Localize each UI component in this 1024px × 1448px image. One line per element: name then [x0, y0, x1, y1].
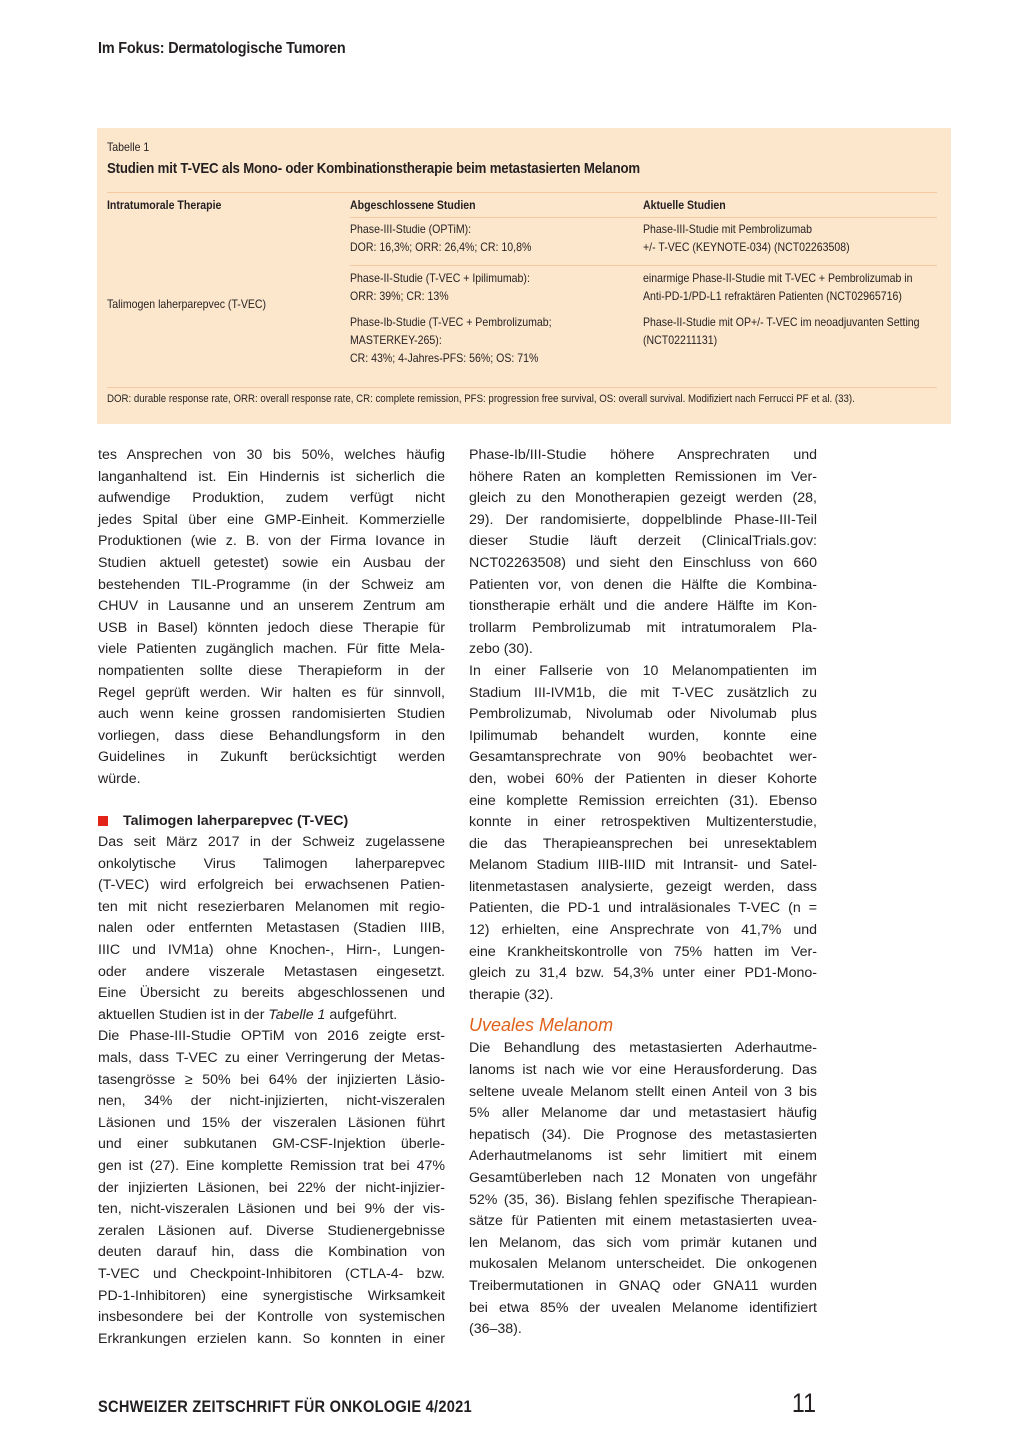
text-line: deuten darauf hin, dass die Kombination von: [98, 1244, 445, 1261]
text-line: In einer Fallserie von 10 Melanompatienten im: [469, 662, 817, 679]
text-line: nalen oder entfernten Metastasen (Stadien IIIB,: [98, 920, 445, 937]
text-line: Produktionen (wie z. B. von der Firma Iovance in: [98, 533, 445, 550]
text-line: therapie (32).: [469, 986, 554, 1003]
table-header-therapy: Intratumorale Therapie: [107, 198, 222, 212]
text-line: den, wobei 60% der Patienten in dieser Kohorte: [469, 770, 817, 787]
text-line: konnte in einer retrospektiven Multizenterstudie,: [469, 814, 817, 831]
text-line: insbesondere bei der Kontrolle von systemischen: [98, 1309, 445, 1326]
text-line: viele Patienten zugänglich machen. Für fitte Mela-: [98, 641, 445, 658]
text-line: ten, nicht-viszeralen Läsionen und bei 9% der vis-: [98, 1201, 445, 1218]
text-line: nen, 34% der nicht-injizierten, nicht-viszeralen: [98, 1093, 445, 1110]
text-line: der injizierten Läsionen, bei 22% der nicht-injizier-: [98, 1179, 445, 1196]
text-line: 52% (35, 36). Bislang fehlen spezifische Therapiean-: [469, 1191, 817, 1208]
table-rule-row: [350, 265, 937, 266]
table-cell-current-2: einarmige Phase-II-Studie mit T-VEC + Pembrolizumab in Anti-PD-1/PD-L1 refraktären Patienten (NCT02965716): [643, 271, 913, 303]
text-line: Die Phase-III-Studie OPTiM von 2016 zeigte erst-: [98, 1028, 445, 1045]
text-line: 12) erhielten, eine Ansprechrate von 41,7% und: [469, 922, 817, 939]
table-cell-therapy: Talimogen laherparepvec (T-VEC): [107, 297, 267, 311]
text-line: Treibermutationen in GNAQ oder GNA11 wurden: [469, 1277, 817, 1294]
text-line: Die Behandlung des metastasierten Aderhautme-: [469, 1040, 817, 1057]
text-line: zeralen Läsionen auf. Diverse Studienergebnisse: [98, 1222, 445, 1239]
text-line: Guidelines in Zukunft berücksichtigt werden: [98, 749, 445, 766]
text-line: höhere Raten an kompletten Remissionen im Ver-: [469, 468, 817, 485]
table-footnote: DOR: durable response rate, ORR: overall response rate, CR: complete remission, PFS: progression free survival, OS: overall survival. Modifiziert nach Ferrucci PF et al. (33).: [107, 393, 855, 405]
text-line: Erkrankungen erzielen kann. So konnten in einer: [98, 1330, 445, 1347]
text-line: und einer subkutanen GM-CSF-Injektion überle-: [98, 1136, 445, 1153]
text-line: T-VEC und Checkpoint-Inhibitoren (CTLA-4- bzw.: [98, 1265, 445, 1282]
table-rule-bottom: [107, 387, 937, 388]
text-line: Stadium III-IVM1b, die mit T-VEC zusätzlich zu: [469, 684, 817, 701]
text-line: gleich zu den Monotherapien gezeigt werden (28,: [469, 490, 817, 507]
text-line: oder andere viszerale Metastasen eingesetzt.: [98, 963, 445, 980]
table-title: Studien mit T-VEC als Mono- oder Kombinationstherapie beim metastasierten Melanom: [107, 160, 640, 177]
text-line: Patienten, die PD-1 und intraläsionales T-VEC (n =: [469, 900, 817, 917]
text-line: mals, dass T-VEC zu einer Verringerung der Metas-: [98, 1050, 445, 1067]
table-cell-current-3: Phase-II-Studie mit OP+/- T-VEC im neoadjuvanten Setting (NCT02211131): [643, 315, 920, 347]
text-line: dieser Studie läuft derzeit (ClinicalTrials.gov:: [469, 533, 817, 550]
text-line: Patienten vor, von denen die Hälfte die Kombina-: [469, 576, 817, 593]
text-line: Aderhautmelanoms ist sehr limitiert mit einem: [469, 1148, 817, 1165]
text-line: gen ist (27). Eine komplette Remission trat bei 47%: [98, 1158, 445, 1174]
text-line: sätze für Patienten mit einem metastasierten uvea-: [469, 1213, 817, 1230]
paragraph: [98, 445, 445, 791]
text-line: gleich zu 31,4 bzw. 54,3% unter einer PD1-Mono-: [469, 965, 817, 982]
text-line: tasengrösse ≥ 50% bei 64% der injizierten Läsio-: [98, 1071, 445, 1088]
text-line: (36–38).: [469, 1321, 522, 1338]
text-line: IIIC und IVM1a) ohne Knochen-, Hirn-, Lungen-: [98, 942, 445, 959]
text-line: bestehenden TIL-Programme (in der Schweiz am: [98, 576, 445, 593]
text-line: zebo (30).: [469, 641, 533, 658]
text-line: Phase-Ib/III-Studie höhere Ansprechraten und: [469, 447, 817, 463]
table-header-current: Aktuelle Studien: [643, 198, 726, 212]
table-header-completed: Abgeschlossene Studien: [350, 198, 476, 212]
text-line: lanoms ist nach wie vor eine Herausforderung. Das: [469, 1062, 817, 1079]
paragraph: [469, 661, 817, 1007]
text-line: nompatienten sollte diese Therapieform in der: [98, 662, 445, 679]
text-line: Melanom Stadium IIIB-IIID mit Intransit- und Satel-: [469, 857, 817, 874]
text-line: (T-VEC) wird erfolgreich bei erwachsenen Patien-: [98, 877, 445, 894]
text-line: die das Therapieansprechen bei unresektablem: [469, 835, 817, 852]
text-line: Regel geprüft werden. Wir halten es für sinnvoll,: [98, 684, 445, 701]
text-line: vorliegen, dass diese Behandlungsform in den: [98, 727, 445, 744]
text-line: USB in Basel) könnten jedoch diese Therapie für: [98, 619, 445, 636]
text-line: Das seit März 2017 in der Schweiz zugelassene: [98, 834, 445, 851]
text-line: Läsionen und 15% der viszeralen Läsionen führt: [98, 1114, 445, 1131]
text-line: aufwendige Produktion, zudem verfügt nicht: [98, 490, 445, 507]
text-line: eine komplette Remission erreichten (31). Ebenso: [469, 792, 817, 809]
text-line: PD-1-Inhibitoren) eine synergistische Wirksamkeit: [98, 1287, 445, 1304]
text-line: bei etwa 85% der uvealen Melanome identifiziert: [469, 1299, 817, 1316]
red-square-bullet-icon: [98, 816, 108, 826]
footer-journal: SCHWEIZER ZEITSCHRIFT FÜR ONKOLOGIE 4/2021: [98, 1397, 472, 1416]
running-header: Im Fokus: Dermatologische Tumoren: [98, 40, 346, 57]
paragraph: [98, 1026, 445, 1350]
table-cell-completed-1: Phase-III-Studie (OPTiM): DOR: 16,3%; ORR: 26,4%; CR: 10,8%: [350, 222, 532, 254]
text-line: auch wenn keine grossen randomisierten Studien: [98, 706, 445, 723]
paragraph: [98, 832, 445, 1005]
text-line: 5% aller Melanome dar und metastasiert häufig: [469, 1105, 817, 1122]
text-line: jedes Spital über eine GMP-Einheit. Kommerzielle: [98, 511, 445, 528]
text-line: tionstherapie erhält und die andere Hälfte im Kon-: [469, 598, 817, 615]
text-line: onkolytische Virus Talimogen laherparepvec: [98, 855, 445, 872]
text-line: aktuellen Studien ist in der Tabelle 1 aufgeführt.: [98, 1006, 398, 1023]
text-line: würde.: [98, 770, 141, 787]
section-heading-uveal: Uveales Melanom: [469, 1015, 614, 1036]
text-line: tes Ansprechen von 30 bis 50%, welches häufig: [98, 447, 445, 463]
paragraph: [469, 1038, 817, 1340]
text-line: hepatisch (34). Die Prognose des metastasierten: [469, 1126, 817, 1143]
text-line: eine Krankheitskontrolle von 75% hatten im Ver-: [469, 943, 817, 960]
section-heading-tvec: Talimogen laherparepvec (T-VEC): [98, 811, 445, 833]
text-line: CHUV in Lausanne und an unserem Zentrum am: [98, 598, 445, 615]
text-line: len Melanom, das sich vom primär kutanen und: [469, 1234, 817, 1251]
paragraph: [469, 445, 817, 661]
text-line: Ipilimumab behandelt wurden, konnte eine: [469, 727, 817, 744]
table-caption: Tabelle 1: [107, 140, 150, 154]
table-cell-completed-3: Phase-Ib-Studie (T-VEC + Pembrolizumab; MASTERKEY-265): CR: 43%; 4-Jahres-PFS: 56%; OS: 71%: [350, 315, 552, 365]
text-line: NCT02263508) und sieht den Einschluss von 660: [469, 554, 817, 571]
text-line: langanhaltend ist. Ein Hindernis ist sicherlich die: [98, 468, 445, 485]
table-cell-completed-2: Phase-II-Studie (T-VEC + Ipilimumab): ORR: 39%; CR: 13%: [350, 271, 530, 303]
text-line: Eine Übersicht zu bereits abgeschlossenen und: [98, 985, 445, 1002]
text-line: 29). Der randomisierte, doppelblinde Phase-III-Teil: [469, 511, 817, 528]
table-cell-current-1: Phase-III-Studie mit Pembrolizumab +/- T-VEC (KEYNOTE-034) (NCT02263508): [643, 222, 850, 254]
table-rule-top: [107, 192, 937, 193]
text-line: Pembrolizumab, Nivolumab oder Nivolumab plus: [469, 706, 817, 723]
table-rule-header: [350, 217, 937, 218]
text-line: litenmetastasen analysierte, gezeigt werden, dass: [469, 878, 817, 895]
text-line: seltene uveale Melanom stellt einen Anteil von 3 bis: [469, 1083, 817, 1100]
text-line: mukosalen Melanom unterscheidet. Die onkogenen: [469, 1256, 817, 1273]
text-line: ten mit nicht resezierbaren Melanomen mit regio-: [98, 898, 445, 915]
text-column-left: [98, 445, 445, 1350]
text-line: Gesamtüberleben nach 12 Monaten von ungefähr: [469, 1170, 817, 1186]
table-1: [97, 128, 951, 424]
text-line: trollarm Pembrolizumab mit intratumoralem Pla-: [469, 619, 817, 636]
page-number: 11: [791, 1388, 816, 1418]
text-column-right: [469, 445, 817, 1341]
text-line: Gesamtansprechrate von 90% beobachtet wer-: [469, 749, 817, 766]
text-line: Studien aktuell getestet) sowie ein Ausbau der: [98, 554, 445, 571]
